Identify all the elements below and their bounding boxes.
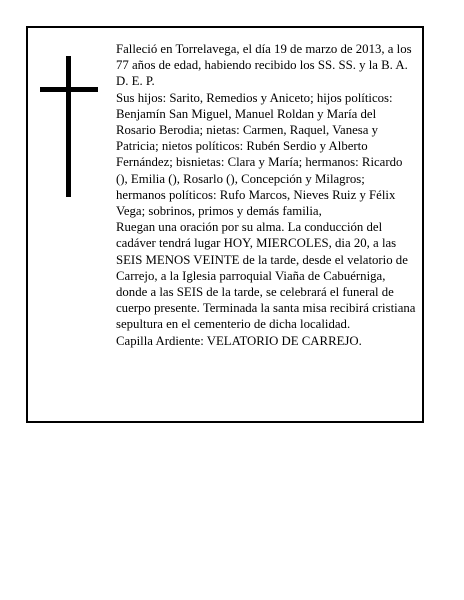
cross-vertical-bar: [66, 56, 71, 197]
obituary-chapel: Capilla Ardiente: VELATORIO DE CARREJO.: [116, 333, 362, 348]
obituary-family: Sus hijos: Sarito, Remedios y Aniceto; hijos políticos: Benjamín San Miguel, Manuel Roldan y María del Rosario Berodia; nietas: Carmen, Raquel, Vanesa y Patricia; nietos políticos: Rubén Serdio y Alberto Fernández; bisnietas: Clara y María; hermanos: Ricardo (), Emilia (), Rosarlo (), Concepción y Milagros; hermanos políticos: Rufo Marcos, Nieves Ruiz y Félix Vega; sobrinos, primos y demás familia,: [116, 90, 403, 219]
obituary-text: [116, 41, 416, 349]
obituary-intro: Falleció en Torrelavega, el día 19 de marzo de 2013, a los 77 años de edad, habiendo recibido los SS. SS. y la B. A.: [116, 42, 412, 73]
obituary-request: Ruegan una oración por su alma. La conducción del cadáver tendrá lugar HOY, MIERCOLES, dia 20, a las SEIS MENOS VEINTE de la tarde, desde el velatorio de Carrejo, a la Iglesia parroquial Viaña de Cabuérniga, donde a las SEIS de la tarde, se celebrará el funeral de cuerpo presente. Terminada la santa misa recibirá cristiana sepultura en el cementerio de dicha localidad.: [116, 220, 416, 332]
cross-horizontal-bar: [40, 87, 98, 92]
obituary-notice: [26, 26, 424, 423]
cross-icon: [40, 56, 98, 197]
obituary-dep: D. E. P.: [116, 74, 155, 89]
